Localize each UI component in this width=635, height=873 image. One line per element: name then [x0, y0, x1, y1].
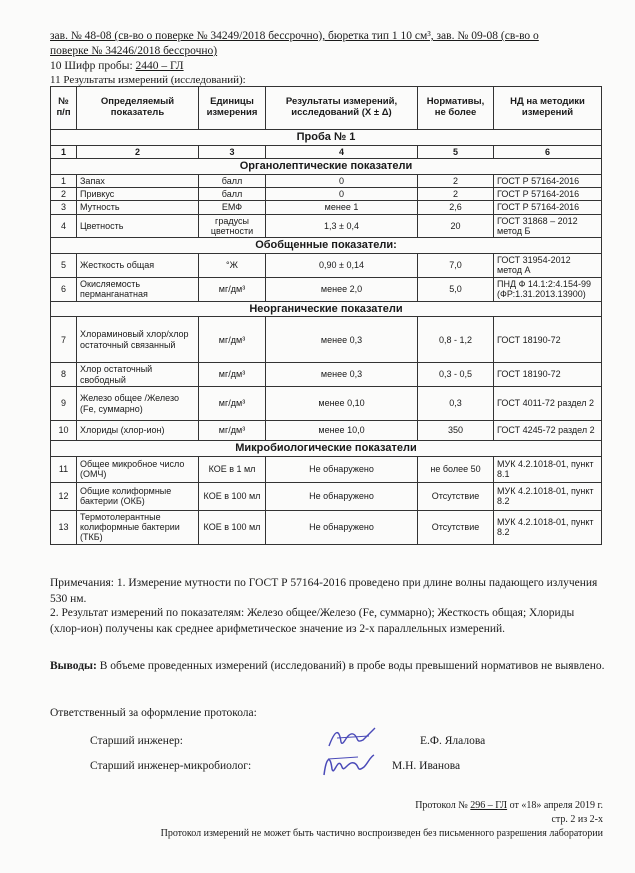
table-row [51, 174, 602, 187]
table-cell: 13 [51, 510, 77, 544]
table-cell: КОЕ в 100 мл [199, 482, 266, 510]
section-row [51, 441, 602, 457]
conclusion-text: В объеме проведенных измерений (исследований) в пробе воды превышений нормативов не выявлено. [99, 660, 605, 672]
table-row [51, 277, 602, 301]
table-cell: ГОСТ 18190-72 [494, 317, 602, 363]
probe-title: Проба № 1 [51, 130, 602, 146]
table-cell: ГОСТ 4245-72 раздел 2 [494, 421, 602, 441]
table-cell: Термотолерантные колиформные бактерии (ТКБ) [77, 510, 199, 544]
signature-mark [318, 747, 378, 779]
table-cell: 20 [418, 214, 494, 238]
table-cell: мг/дм³ [199, 317, 266, 363]
note-2: 2. Результат измерений по показателям: Железо общее/Железо (Fe, суммарно); Жесткость общая; Хлориды (хлор-ион) получены как среднее арифметическое значение из 2-х параллельных измерений. [50, 607, 575, 635]
table-cell: 7 [51, 317, 77, 363]
table-row [51, 510, 602, 544]
table-cell: 0 [266, 174, 418, 187]
table-cell: мг/дм³ [199, 277, 266, 301]
col-header: Результаты измерений, исследований (X ± Δ) [266, 87, 418, 130]
table-cell: МУК 4.2.1018-01, пункт 8.2 [494, 482, 602, 510]
column-number: 6 [494, 145, 602, 158]
table-cell: 1,3 ± 0,4 [266, 214, 418, 238]
cipher-label: 10 Шифр пробы: [50, 60, 133, 72]
table-cell: Общие колиформные бактерии (ОКБ) [77, 482, 199, 510]
table-cell: Хлориды (хлор-ион) [77, 421, 199, 441]
section-row [51, 238, 602, 254]
table-cell: 9 [51, 387, 77, 421]
col-header: № п/п [51, 87, 77, 130]
table-cell: Железо общее /Железо (Fe, суммарно) [77, 387, 199, 421]
column-number: 1 [51, 145, 77, 158]
col-header: НД на методики измерений [494, 87, 602, 130]
table-cell: Жесткость общая [77, 253, 199, 277]
column-number: 4 [266, 145, 418, 158]
table-cell: балл [199, 174, 266, 187]
table-cell: 0,3 - 0,5 [418, 363, 494, 387]
cipher-line [50, 60, 184, 72]
table-cell: градусы цветности [199, 214, 266, 238]
table-row [51, 201, 602, 214]
table-cell: КОЕ в 100 мл [199, 510, 266, 544]
table-cell: 4 [51, 214, 77, 238]
table-row [51, 363, 602, 387]
results-label: 11 Результаты измерений (исследований): [50, 74, 246, 86]
table-row [51, 214, 602, 238]
table-cell: Запах [77, 174, 199, 187]
table-cell: ГОСТ Р 57164-2016 [494, 201, 602, 214]
table-cell: КОЕ в 1 мл [199, 456, 266, 482]
table-cell: Цветность [77, 214, 199, 238]
table-cell: ГОСТ Р 57164-2016 [494, 174, 602, 187]
col-header: Единицы измерения [199, 87, 266, 130]
section-row [51, 301, 602, 317]
table-cell: 2,6 [418, 201, 494, 214]
table-cell: 2 [418, 187, 494, 200]
header-line-2: поверке № 34246/2018 бессрочно) [50, 45, 218, 57]
table-row [51, 253, 602, 277]
section-title: Обобщенные показатели: [51, 238, 602, 254]
table-cell: ГОСТ Р 57164-2016 [494, 187, 602, 200]
table-cell: мг/дм³ [199, 363, 266, 387]
table-cell: Отсутствие [418, 510, 494, 544]
responsible-label: Ответственный за оформление протокола: [50, 707, 257, 719]
table-row [51, 456, 602, 482]
cipher-value: 2440 – ГЛ [135, 60, 184, 72]
section-title: Микробиологические показатели [51, 441, 602, 457]
table-cell: ГОСТ 4011-72 раздел 2 [494, 387, 602, 421]
page-number: стр. 2 из 2-х [551, 814, 603, 825]
table-cell: 10 [51, 421, 77, 441]
table-cell: менее 10,0 [266, 421, 418, 441]
table-cell: мг/дм³ [199, 387, 266, 421]
table-cell: 6 [51, 277, 77, 301]
table-cell: ГОСТ 18190-72 [494, 363, 602, 387]
table-cell: 2 [418, 174, 494, 187]
results-table [50, 86, 602, 545]
table-cell: Не обнаружено [266, 482, 418, 510]
probe-row [51, 130, 602, 146]
table-cell: Хлораминовый хлор/хлор остаточный связанный [77, 317, 199, 363]
table-cell: менее 0,10 [266, 387, 418, 421]
column-number: 5 [418, 145, 494, 158]
table-cell: 0 [266, 187, 418, 200]
column-number: 2 [77, 145, 199, 158]
table-cell: ГОСТ 31868 – 2012 метод Б [494, 214, 602, 238]
conclusion [50, 659, 605, 675]
table-cell: 3 [51, 201, 77, 214]
protocol-reference: Протокол № 296 – ГЛ от «18» апреля 2019 г. [415, 800, 603, 811]
table-cell: Окисляемость перманганатная [77, 277, 199, 301]
table-cell: менее 2,0 [266, 277, 418, 301]
table-cell: мг/дм³ [199, 421, 266, 441]
table-cell: 1 [51, 174, 77, 187]
table-cell: не более 50 [418, 456, 494, 482]
table-cell: Общее микробное число (ОМЧ) [77, 456, 199, 482]
table-cell: МУК 4.2.1018-01, пункт 8.2 [494, 510, 602, 544]
section-row [51, 158, 602, 174]
column-number: 3 [199, 145, 266, 158]
column-number-row [51, 145, 602, 158]
table-cell: 12 [51, 482, 77, 510]
table-cell: менее 0,3 [266, 317, 418, 363]
table-cell: 7,0 [418, 253, 494, 277]
table-cell: МУК 4.2.1018-01, пункт 8.1 [494, 456, 602, 482]
table-cell: °Ж [199, 253, 266, 277]
header-line-1: зав. № 48-08 (св-во о поверке № 34249/2018 бессрочно), бюретка тип 1 10 см³, зав. № 09-08 (св-во о [50, 30, 539, 42]
signature-role: Старший инженер-микробиолог: [90, 760, 252, 772]
table-cell: 5,0 [418, 277, 494, 301]
conclusion-label: Выводы: [50, 660, 97, 672]
table-body [51, 130, 602, 545]
table-cell: 0,3 [418, 387, 494, 421]
signature-name: Е.Ф. Ялалова [420, 735, 486, 747]
table-cell: 0,90 ± 0,14 [266, 253, 418, 277]
table-cell: 8 [51, 363, 77, 387]
disclaimer: Протокол измерений не может быть частично воспроизведен без письменного разрешения лаборатории [160, 828, 603, 839]
col-header: Нормативы, не более [418, 87, 494, 130]
table-cell: 5 [51, 253, 77, 277]
table-cell: 350 [418, 421, 494, 441]
table-cell: 2 [51, 187, 77, 200]
table-cell: ПНД Ф 14.1:2:4.154-99 (ФР:1.31.2013.13900) [494, 277, 602, 301]
signature-name: М.Н. Иванова [392, 760, 461, 772]
section-title: Неорганические показатели [51, 301, 602, 317]
note-1: Примечания: 1. Измерение мутности по ГОСТ Р 57164-2016 проведено при длине волны падающего излучения 530 нм. [50, 577, 598, 605]
table-cell: Не обнаружено [266, 456, 418, 482]
table-cell: балл [199, 187, 266, 200]
table-header-row [51, 87, 602, 130]
section-title: Органолептические показатели [51, 158, 602, 174]
table-row [51, 387, 602, 421]
table-cell: Хлор остаточный свободный [77, 363, 199, 387]
table-row [51, 187, 602, 200]
table-cell: менее 0,3 [266, 363, 418, 387]
signature-role: Старший инженер: [90, 735, 183, 747]
table-row [51, 317, 602, 363]
table-cell: ЕМФ [199, 201, 266, 214]
table-cell: ГОСТ 31954-2012 метод А [494, 253, 602, 277]
table-cell: Мутность [77, 201, 199, 214]
table-row [51, 421, 602, 441]
table-cell: менее 1 [266, 201, 418, 214]
table-cell: Не обнаружено [266, 510, 418, 544]
table-cell: Привкус [77, 187, 199, 200]
table-row [51, 482, 602, 510]
table-cell: Отсутствие [418, 482, 494, 510]
table-cell: 11 [51, 456, 77, 482]
table-cell: 0,8 - 1,2 [418, 317, 494, 363]
col-header: Определяемый показатель [77, 87, 199, 130]
